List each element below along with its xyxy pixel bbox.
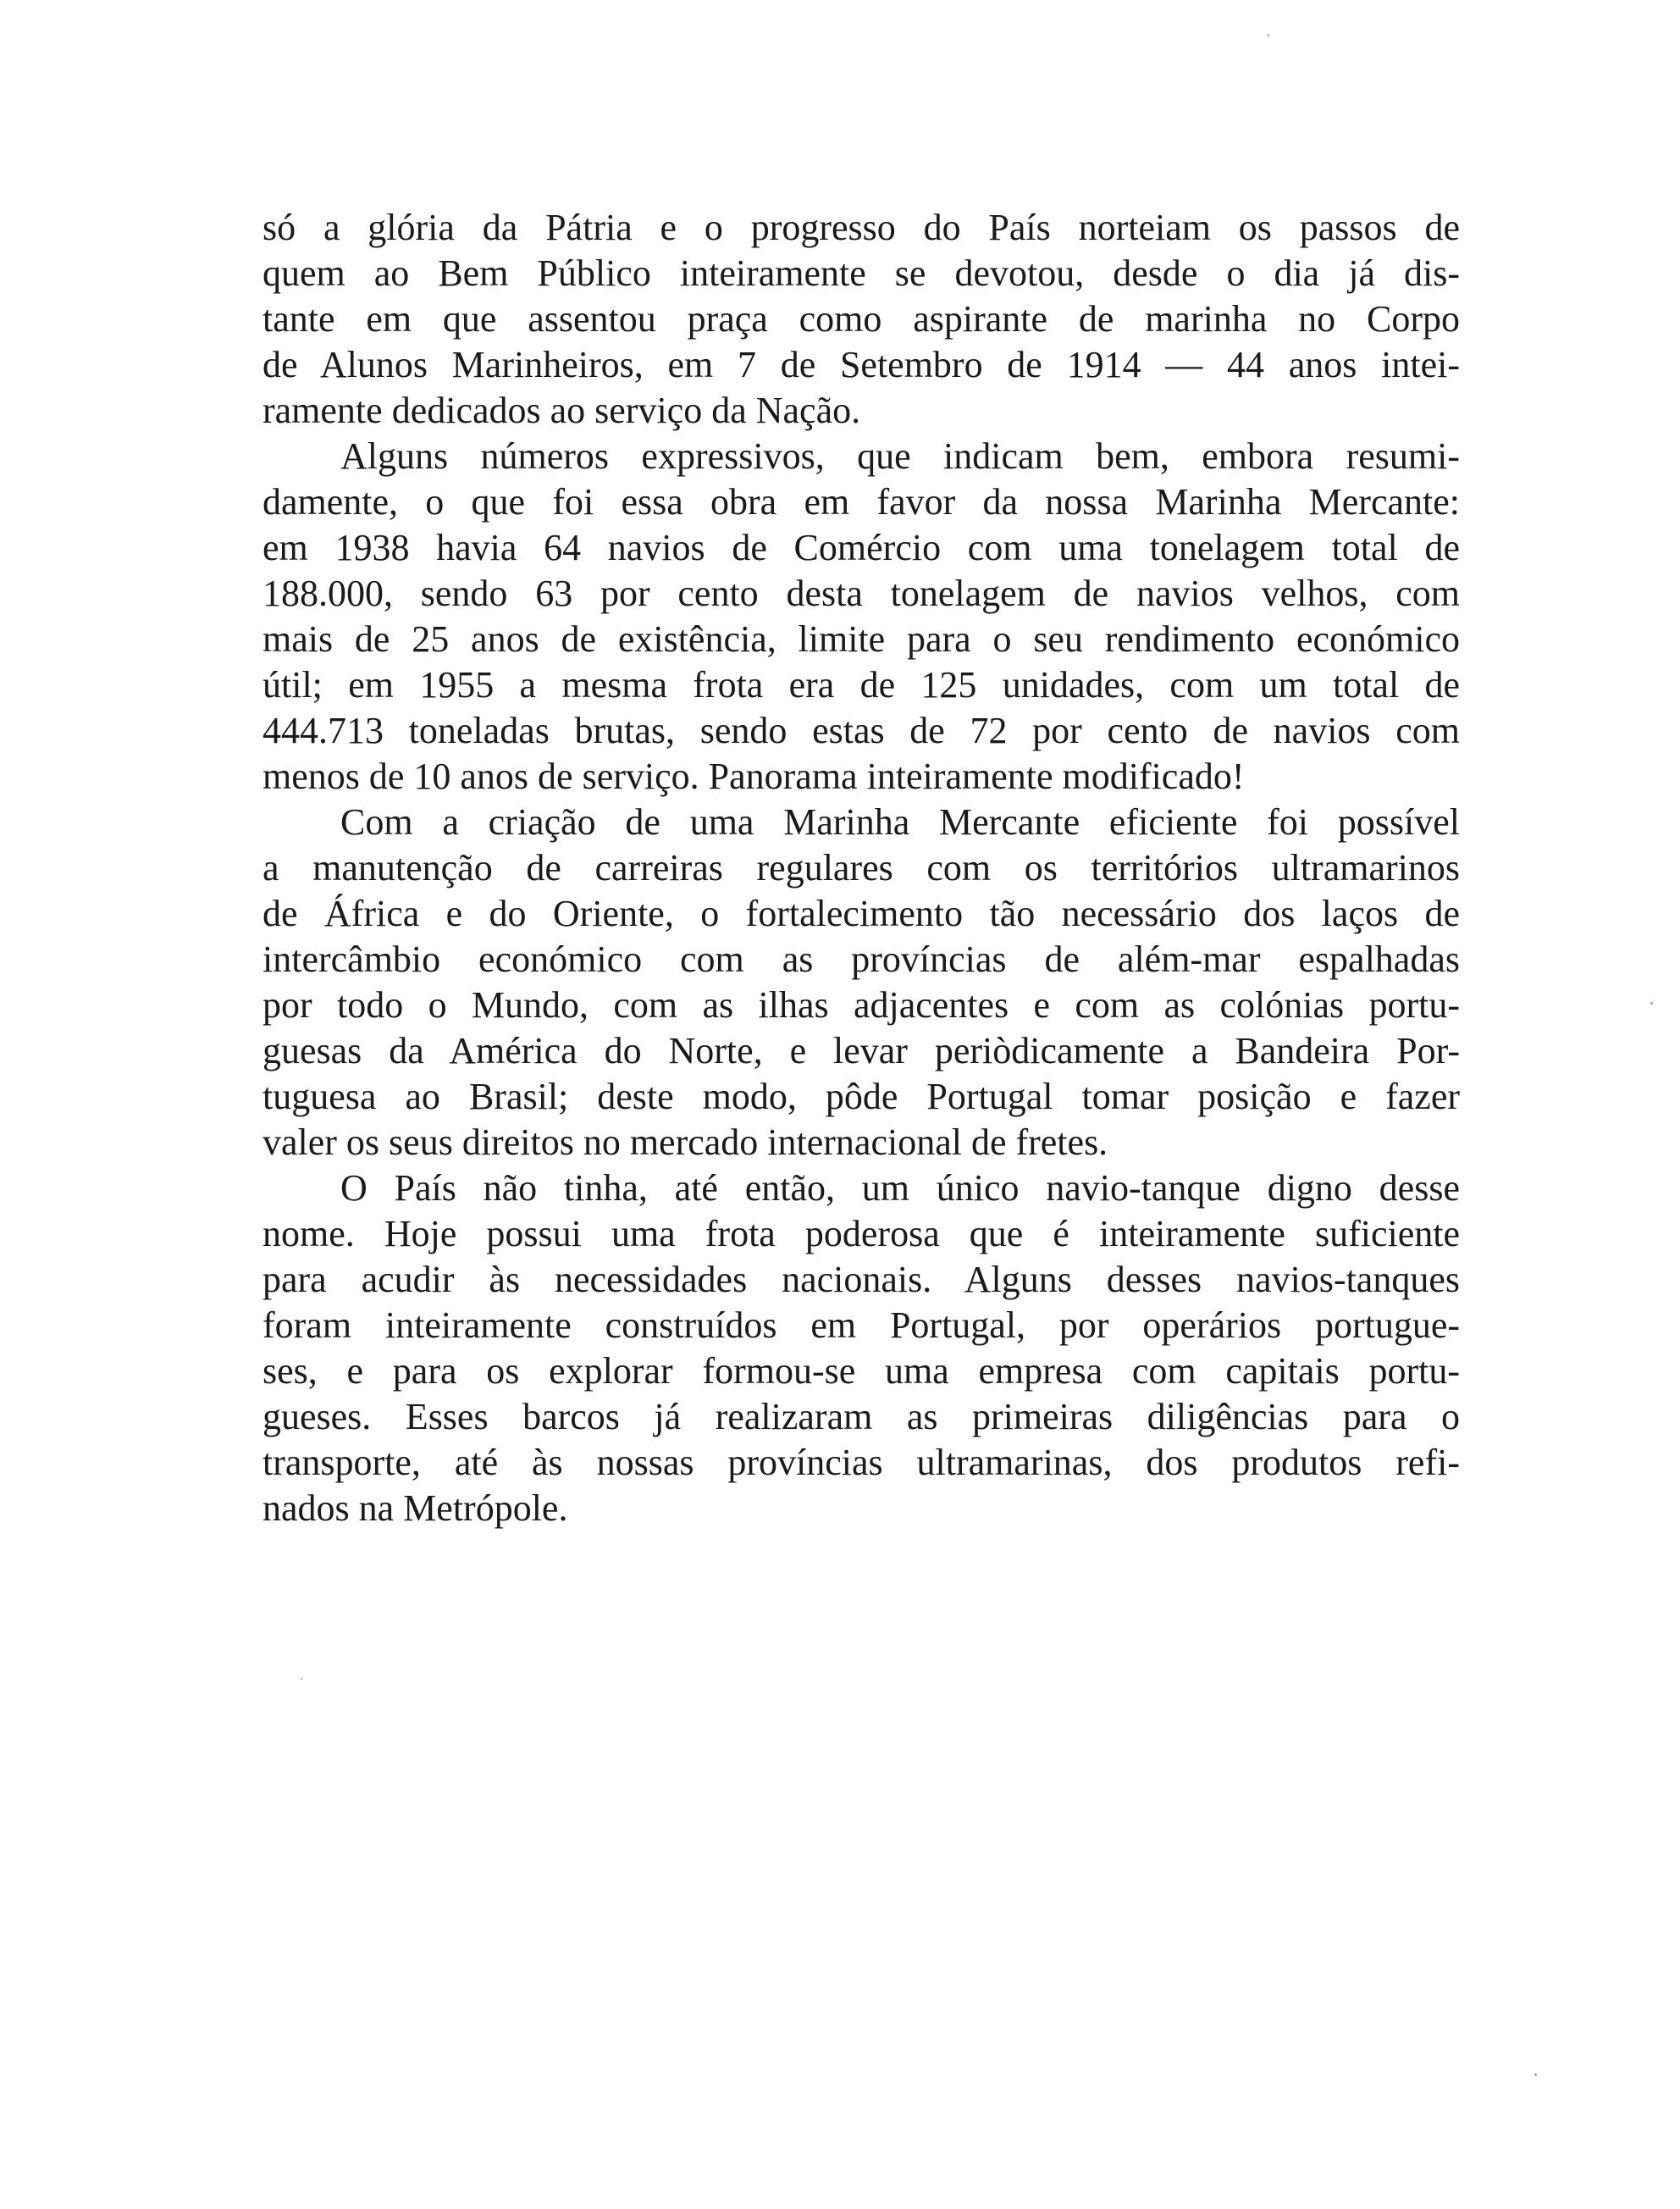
scan-speck [1534, 2073, 1537, 2076]
text-line: por todo o Mundo, com as ilhas adjacentes e com as colónias portu- [262, 984, 1460, 1026]
text-line: 188.000, sendo 63 por cento desta tonelagem de navios velhos, com [262, 573, 1460, 614]
body-text [262, 205, 1460, 1531]
text-line: em 1938 havia 64 navios de Comércio com uma tonelagem total de [262, 527, 1460, 568]
text-line: O País não tinha, até então, um único navio-tanque digno desse [340, 1167, 1460, 1209]
text-line: valer os seus direitos no mercado internacional de fretes. [262, 1121, 1108, 1163]
text-line: damente, o que foi essa obra em favor da nossa Marinha Mercante: [262, 481, 1460, 523]
paragraph [262, 434, 1460, 800]
text-line: ses, e para os explorar formou-se uma empresa com capitais portu- [262, 1350, 1460, 1392]
text-line: só a glória da Pátria e o progresso do País norteiam os passos de [262, 207, 1460, 248]
text-line: para acudir às necessidades nacionais. Alguns desses navios-tanques [262, 1259, 1460, 1300]
text-line: menos de 10 anos de serviço. Panorama inteiramente modificado! [262, 756, 1245, 797]
text-line: mais de 25 anos de existência, limite para o seu rendimento económico [262, 618, 1460, 660]
text-line: quem ao Bem Público inteiramente se devotou, desde o dia já dis- [262, 252, 1460, 294]
text-line: tante em que assentou praça como aspirante de marinha no Corpo [262, 298, 1460, 340]
scan-speck [301, 1678, 302, 1680]
text-line: tuguesa ao Brasil; deste modo, pôde Portugal tomar posição e fazer [262, 1076, 1460, 1117]
text-line: Com a criação de uma Marinha Mercante eficiente foi possível [340, 801, 1460, 843]
text-line: nome. Hoje possui uma frota poderosa que é inteiramente suficiente [262, 1213, 1460, 1254]
text-line: a manutenção de carreiras regulares com os territórios ultramarinos [262, 847, 1460, 889]
text-line: ramente dedicados ao serviço da Nação. [262, 390, 861, 431]
text-line: guesas da América do Norte, e levar periòdicamente a Bandeira Por- [262, 1030, 1460, 1071]
text-line: útil; em 1955 a mesma frota era de 125 unidades, com um total de [262, 664, 1460, 706]
text-line: gueses. Esses barcos já realizaram as primeiras diligências para o [262, 1396, 1460, 1437]
text-line: de Alunos Marinheiros, em 7 de Setembro de 1914 — 44 anos intei- [262, 344, 1460, 385]
scan-speck [1650, 1002, 1653, 1005]
text-line: foram inteiramente construídos em Portugal, por operários portugue- [262, 1304, 1460, 1346]
text-line: 444.713 toneladas brutas, sendo estas de 72 por cento de navios com [262, 710, 1460, 751]
text-line: Alguns números expressivos, que indicam bem, embora resumi- [340, 435, 1460, 477]
text-line: de África e do Oriente, o fortalecimento tão necessário dos laços de [262, 893, 1460, 934]
paragraph [262, 205, 1460, 434]
scan-speck [1268, 34, 1269, 36]
text-line: intercâmbio económico com as províncias de além-mar espalhadas [262, 938, 1460, 980]
paragraph [262, 1165, 1460, 1531]
text-line: nados na Metrópole. [262, 1487, 568, 1529]
paragraph [262, 800, 1460, 1165]
text-line: transporte, até às nossas províncias ultramarinas, dos produtos refi- [262, 1442, 1460, 1483]
